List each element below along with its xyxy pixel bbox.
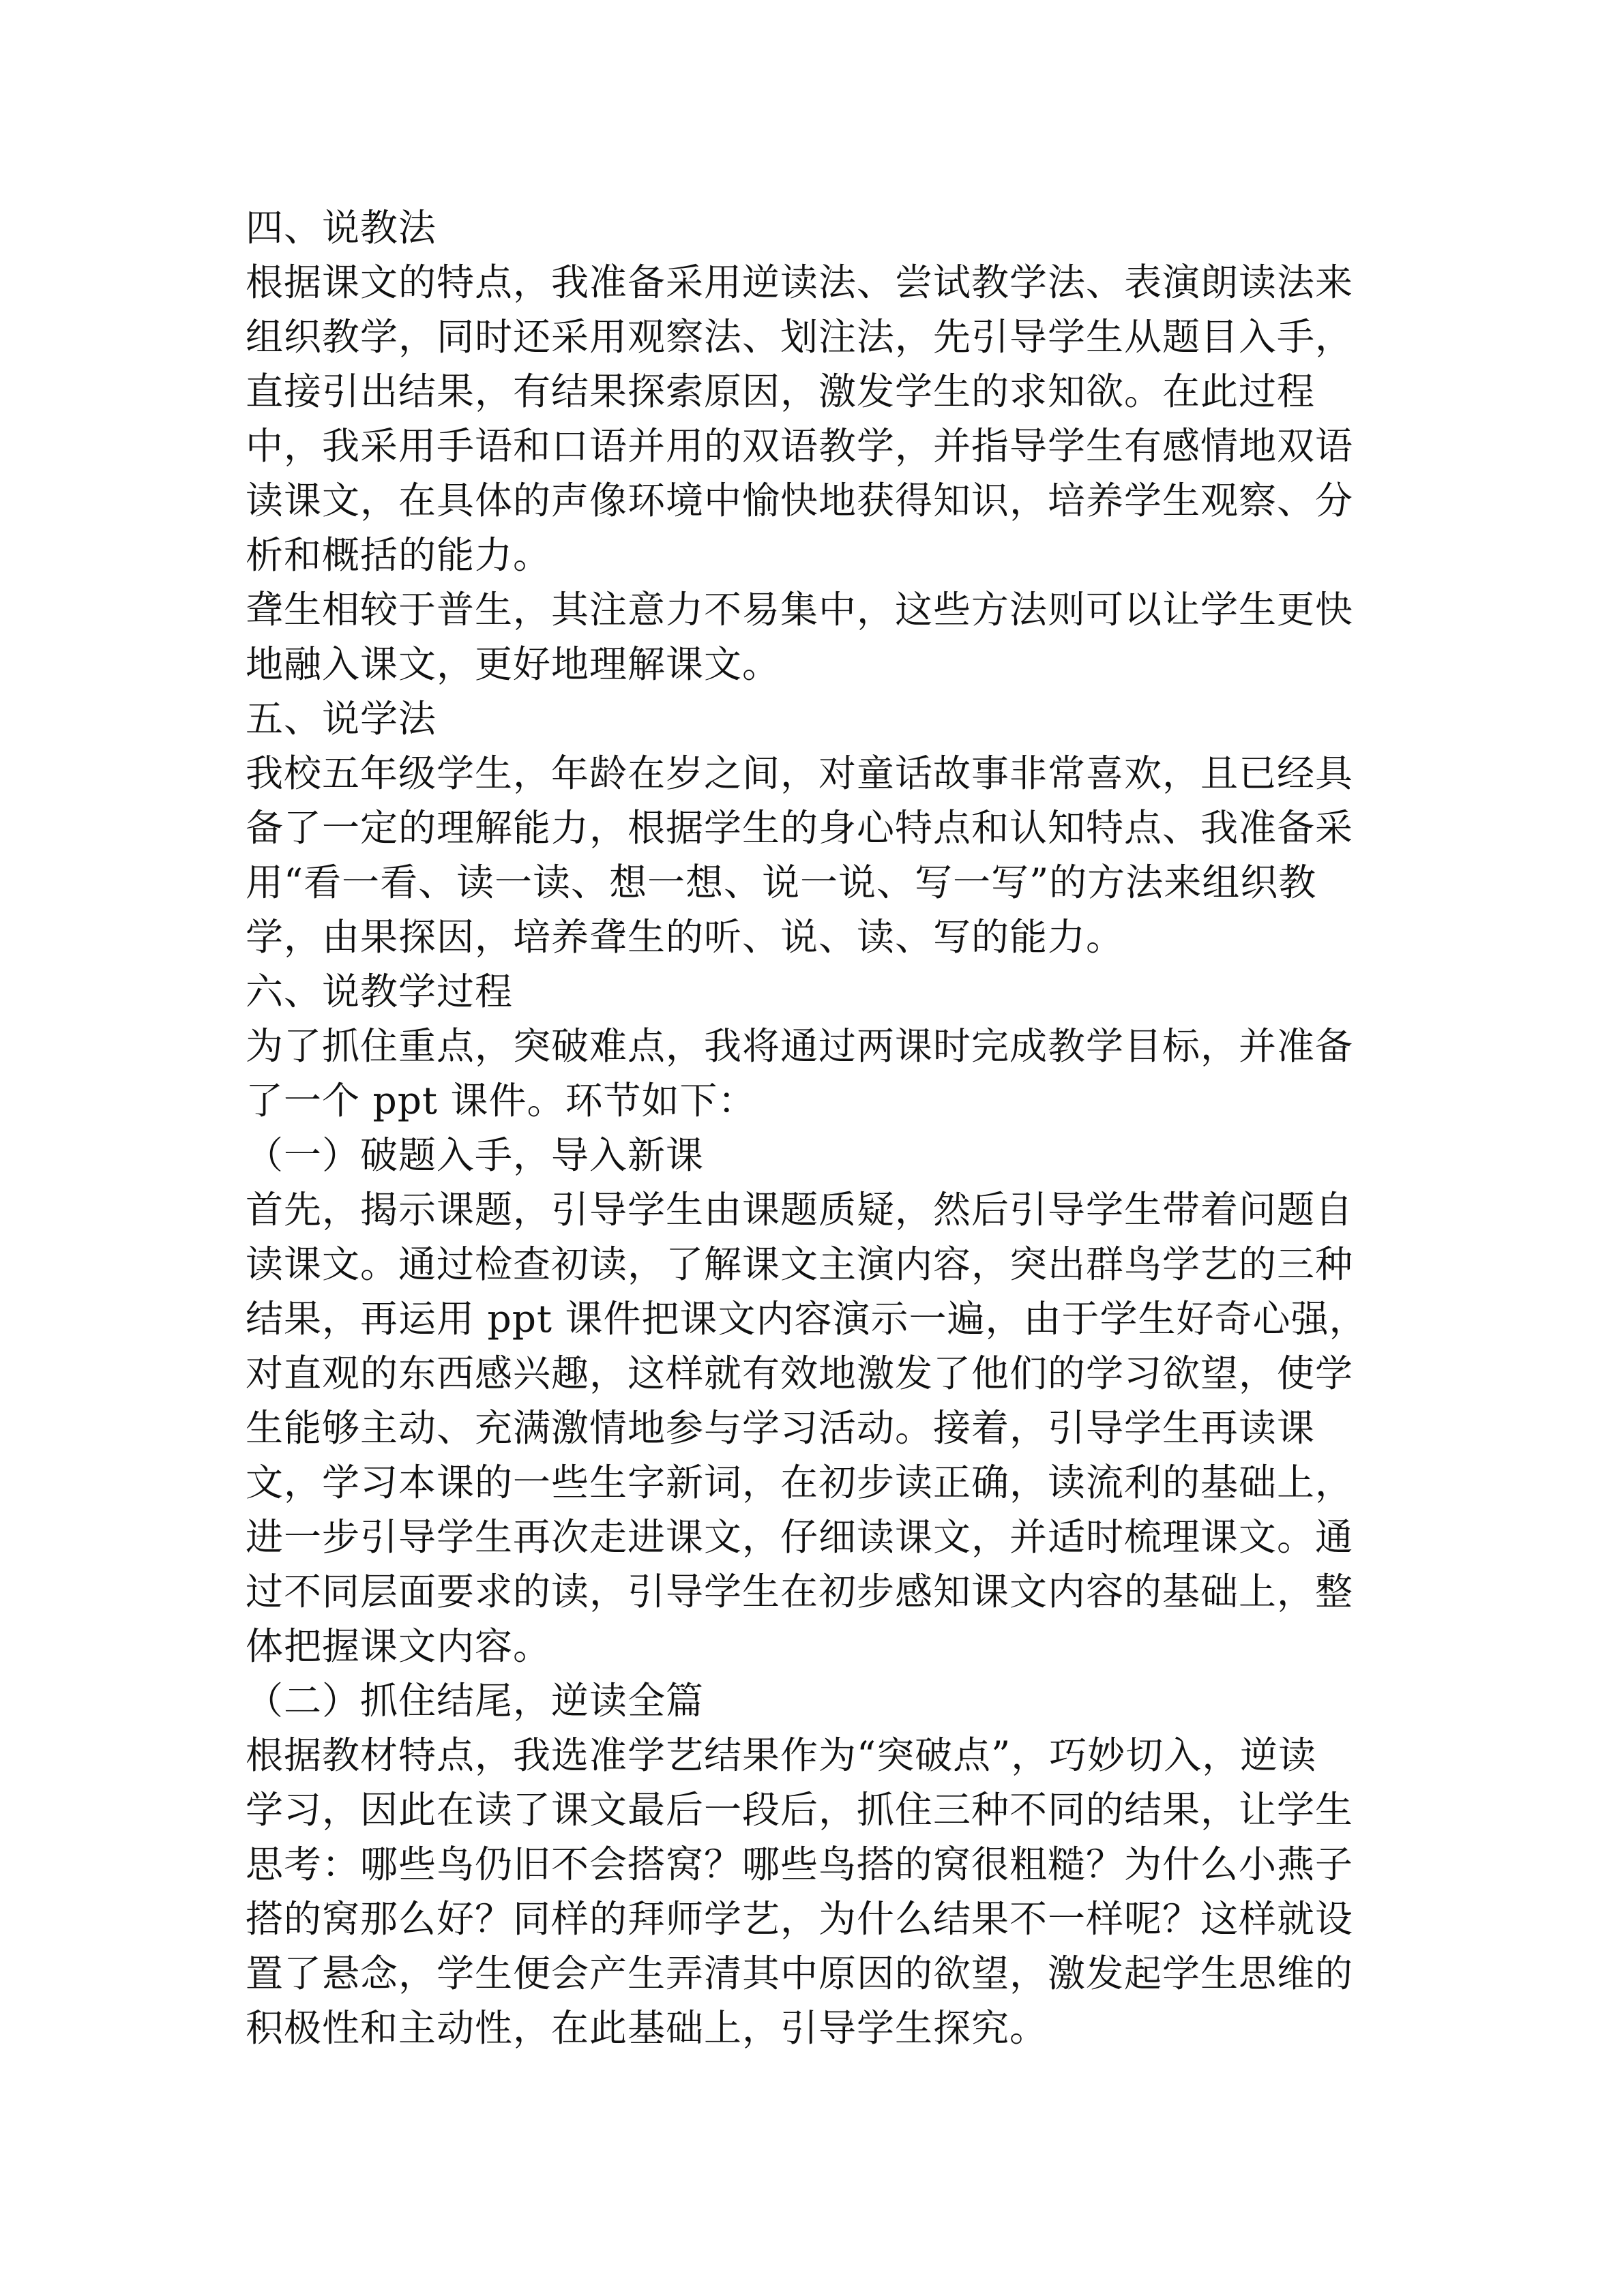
paragraph-line: 学，由果探因，培养聋生的听、说、读、写的能力。 [246, 915, 1125, 959]
paragraph-line: 首先，揭示课题，引导学生由课题质疑，然后引导学生带着问题自 [246, 1188, 1354, 1232]
paragraph-line: 直接引出结果，有结果探索原因，激发学生的求知欲。在此过程 [246, 370, 1316, 413]
paragraph-line: 根据教材特点，我选准学艺结果作为“突破点”，巧妙切入，逆读 [246, 1733, 1317, 1777]
paragraph-line: 聋生相较于普生，其注意力不易集中，这些方法则可以让学生更快 [246, 588, 1354, 631]
paragraph-line: 对直观的东西感兴趣，这样就有效地激发了他们的学习欲望，使学 [246, 1352, 1354, 1395]
paragraph-line: 地融入课文，更好地理解课文。 [246, 642, 781, 686]
paragraph-line: 中，我采用手语和口语并用的双语教学，并指导学生有感情地双语 [246, 424, 1354, 468]
paragraph-line: 读课文，在具体的声像环境中愉快地获得知识，培养学生观察、分 [246, 479, 1354, 522]
paragraph-line: 文，学习本课的一些生字新词，在初步读正确，读流利的基础上， [246, 1461, 1354, 1504]
paragraph-line: 读课文。通过检查初读，了解课文主演内容，突出群鸟学艺的三种 [246, 1242, 1354, 1286]
paragraph-line: 思考：哪些鸟仍旧不会搭窝？哪些鸟搭的窝很粗糙？为什么小燕子 [246, 1843, 1354, 1886]
paragraph-line: 析和概括的能力。 [246, 533, 552, 577]
document-body [246, 200, 1368, 2055]
paragraph-line: 置了悬念，学生便会产生弄清其中原因的欲望，激发起学生思维的 [246, 1952, 1354, 1995]
paragraph-line: 结果，再运用 ppt 课件把课文内容演示一遍，由于学生好奇心强， [246, 1297, 1368, 1341]
paragraph-line: 体把握课文内容。 [246, 1624, 552, 1668]
subsection-heading-2: （二）抓住结尾，逆读全篇 [246, 1679, 705, 1723]
paragraph-line: 了一个 ppt 课件。环节如下： [246, 1079, 756, 1122]
paragraph-line: 用“看一看、读一读、想一想、说一说、写一写”的方法来组织教 [246, 861, 1317, 904]
paragraph-line: 根据课文的特点，我准备采用逆读法、尝试教学法、表演朗读法来 [246, 260, 1354, 304]
section-heading-learning-methods: 五、说学法 [246, 697, 437, 741]
paragraph-line: 生能够主动、充满激情地参与学习活动。接着，引导学生再读课 [246, 1406, 1316, 1450]
paragraph-line: 积极性和主动性，在此基础上，引导学生探究。 [246, 2006, 1048, 2050]
paragraph-line: 我校五年级学生，年龄在岁之间，对童话故事非常喜欢，且已经具 [246, 751, 1354, 795]
section-heading-teaching-methods: 四、说教法 [246, 206, 437, 250]
paragraph-line: 进一步引导学生再次走进课文，仔细读课文，并适时梳理课文。通 [246, 1515, 1354, 1559]
subsection-heading-1: （一）破题入手，导入新课 [246, 1133, 705, 1177]
paragraph-line: 为了抓住重点，突破难点，我将通过两课时完成教学目标，并准备 [246, 1024, 1354, 1068]
paragraph-line: 搭的窝那么好？同样的拜师学艺，为什么结果不一样呢？这样就设 [246, 1897, 1354, 1941]
paragraph-line: 组织教学，同时还采用观察法、划注法，先引导学生从题目入手， [246, 315, 1354, 359]
paragraph-line: 过不同层面要求的读，引导学生在初步感知课文内容的基础上，整 [246, 1570, 1354, 1613]
section-heading-teaching-process: 六、说教学过程 [246, 970, 514, 1013]
paragraph-line: 备了一定的理解能力，根据学生的身心特点和认知特点、我准备采 [246, 806, 1354, 850]
paragraph-line: 学习，因此在读了课文最后一段后，抓住三种不同的结果，让学生 [246, 1788, 1354, 1832]
